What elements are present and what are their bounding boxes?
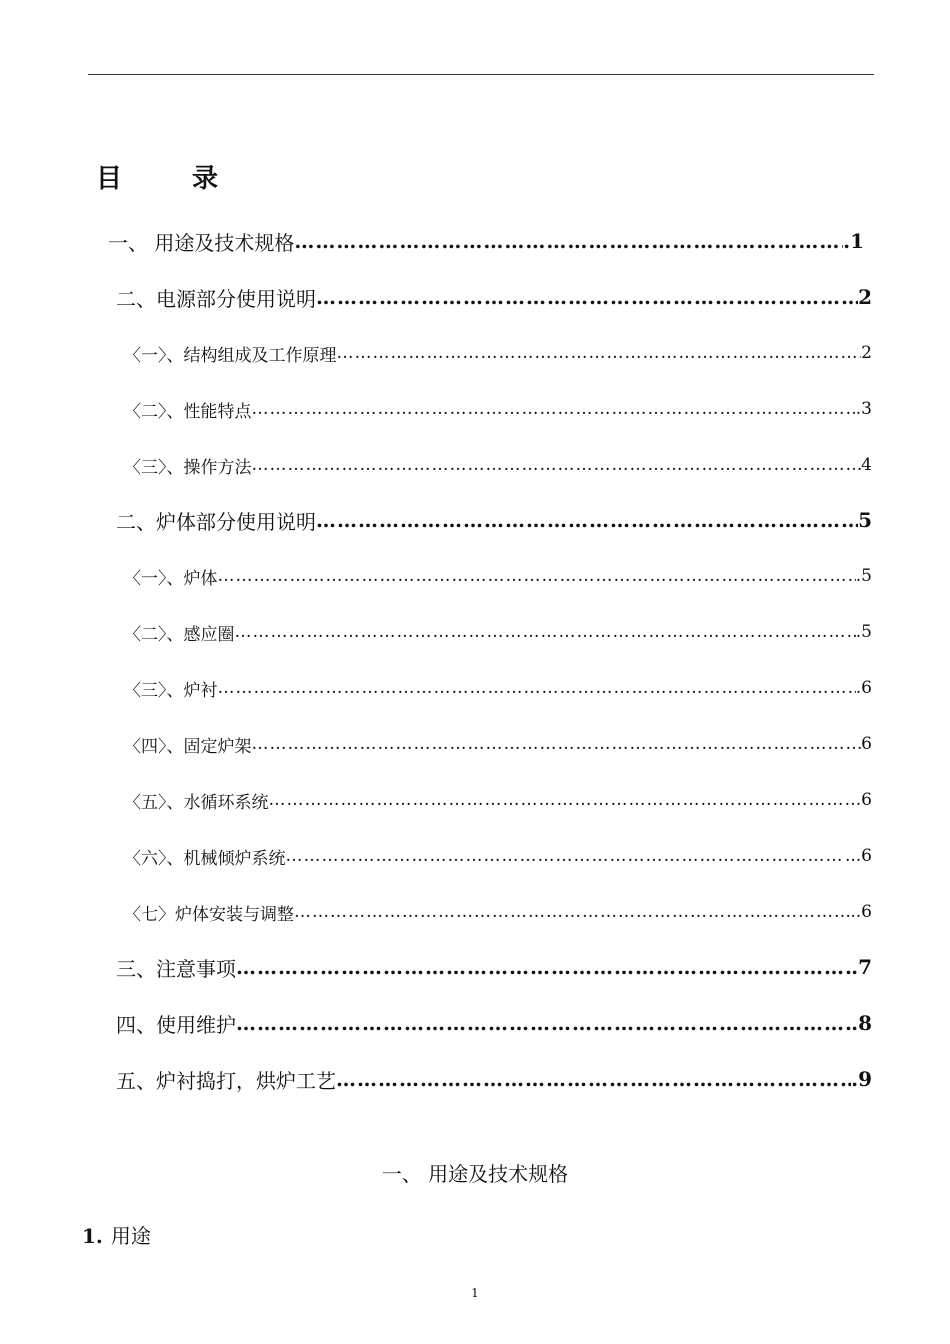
toc-entry-label: 〈二〉、感应圈 bbox=[124, 624, 235, 645]
toc-entry-page: .9 bbox=[851, 1067, 872, 1091]
toc-entry-page: .1 bbox=[843, 229, 864, 253]
toc-entry[interactable] bbox=[124, 673, 872, 703]
toc-leader-dots bbox=[294, 229, 843, 253]
toc-entry[interactable] bbox=[116, 282, 872, 312]
toc-entry-page: 5 bbox=[858, 508, 872, 532]
toc-title bbox=[96, 158, 218, 195]
toc-entry[interactable] bbox=[124, 450, 872, 480]
toc-leader-dots bbox=[252, 734, 862, 754]
toc-entry[interactable] bbox=[124, 897, 872, 927]
toc-entry[interactable] bbox=[124, 561, 872, 591]
footer-page-number: 1 bbox=[471, 1286, 479, 1300]
toc-entry-page: ..6 bbox=[850, 902, 872, 922]
toc-entry[interactable] bbox=[108, 226, 864, 256]
toc-leader-dots bbox=[316, 508, 858, 532]
toc-entry-page: ...6 bbox=[844, 846, 872, 866]
sub-heading bbox=[82, 1220, 151, 1249]
toc-entry-page: 6 bbox=[861, 734, 872, 754]
toc-entry-label: 〈五〉、水循环系统 bbox=[124, 792, 269, 813]
toc-entry-label: 〈七〉炉体安装与调整 bbox=[124, 904, 294, 925]
toc-entry-page: .5 bbox=[855, 566, 872, 586]
toc-entry[interactable] bbox=[116, 505, 872, 535]
toc-entry-label: 〈三〉、操作方法 bbox=[124, 457, 252, 478]
toc-entry[interactable] bbox=[124, 617, 872, 647]
toc-leader-dots bbox=[236, 955, 851, 979]
toc-entry-label: 三、注意事项 bbox=[116, 956, 236, 981]
toc-leader-dots bbox=[218, 678, 856, 698]
toc-leader-dots bbox=[236, 1011, 851, 1035]
section-heading: 一、 用途及技术规格 bbox=[381, 1162, 569, 1186]
toc-entry-label: 四、使用维护 bbox=[116, 1012, 236, 1037]
toc-entry-page: .6 bbox=[855, 790, 872, 810]
toc-entry-page: 2 bbox=[861, 343, 872, 363]
toc-entry-page: 4 bbox=[861, 455, 872, 475]
toc-entry[interactable] bbox=[124, 841, 872, 871]
header-rule bbox=[88, 74, 874, 75]
toc-entry[interactable] bbox=[116, 1064, 872, 1094]
toc-leader-dots bbox=[218, 566, 856, 586]
sub-heading-title: 用途 bbox=[110, 1224, 151, 1248]
toc-entry[interactable] bbox=[116, 1008, 872, 1038]
toc-entry[interactable] bbox=[124, 729, 872, 759]
toc-entry[interactable] bbox=[116, 952, 872, 982]
toc-entry-page: 2 bbox=[858, 285, 872, 309]
toc-entry-label: 〈一〉、结构组成及工作原理 bbox=[124, 345, 337, 366]
toc-entry-page: .3 bbox=[855, 399, 872, 419]
toc-entry-label: 五、炉衬捣打，烘炉工艺 bbox=[116, 1068, 336, 1093]
toc-entry-label: 〈二〉、性能特点 bbox=[124, 401, 252, 422]
toc-entry-label: 二、电源部分使用说明 bbox=[116, 286, 316, 311]
toc-leader-dots bbox=[252, 399, 856, 419]
toc-entry-page: .6 bbox=[855, 678, 872, 698]
toc-leader-dots bbox=[294, 902, 850, 922]
toc-leader-dots bbox=[286, 846, 845, 866]
toc-entry-label: 〈三〉、炉衬 bbox=[124, 680, 218, 701]
toc-entry[interactable] bbox=[124, 338, 872, 368]
toc-leader-dots bbox=[252, 455, 862, 475]
toc-entry[interactable] bbox=[124, 394, 872, 424]
toc-entry-label: 〈六〉、机械倾炉系统 bbox=[124, 848, 286, 869]
toc-leader-dots bbox=[316, 285, 858, 309]
toc-entry-label: 〈四〉、固定炉架 bbox=[124, 736, 252, 757]
toc-leader-dots bbox=[269, 790, 856, 810]
toc-entry-page: .7 bbox=[851, 955, 872, 979]
toc-leader-dots bbox=[235, 622, 856, 642]
toc-entry-page: .8 bbox=[851, 1011, 872, 1035]
toc-entry-label: 一、 用途及技术规格 bbox=[108, 230, 295, 255]
toc-entry-label: 二、炉体部分使用说明 bbox=[116, 509, 316, 534]
toc-title-char-1: 目 bbox=[96, 164, 123, 194]
toc-entry-label: 〈一〉、炉体 bbox=[124, 568, 218, 589]
toc-entry-page: .5 bbox=[855, 622, 872, 642]
toc-title-char-2: 录 bbox=[192, 164, 219, 194]
toc-leader-dots bbox=[337, 343, 862, 363]
toc-leader-dots bbox=[336, 1067, 851, 1091]
toc-entry[interactable] bbox=[124, 785, 872, 815]
sub-heading-number: 1. bbox=[82, 1224, 103, 1248]
